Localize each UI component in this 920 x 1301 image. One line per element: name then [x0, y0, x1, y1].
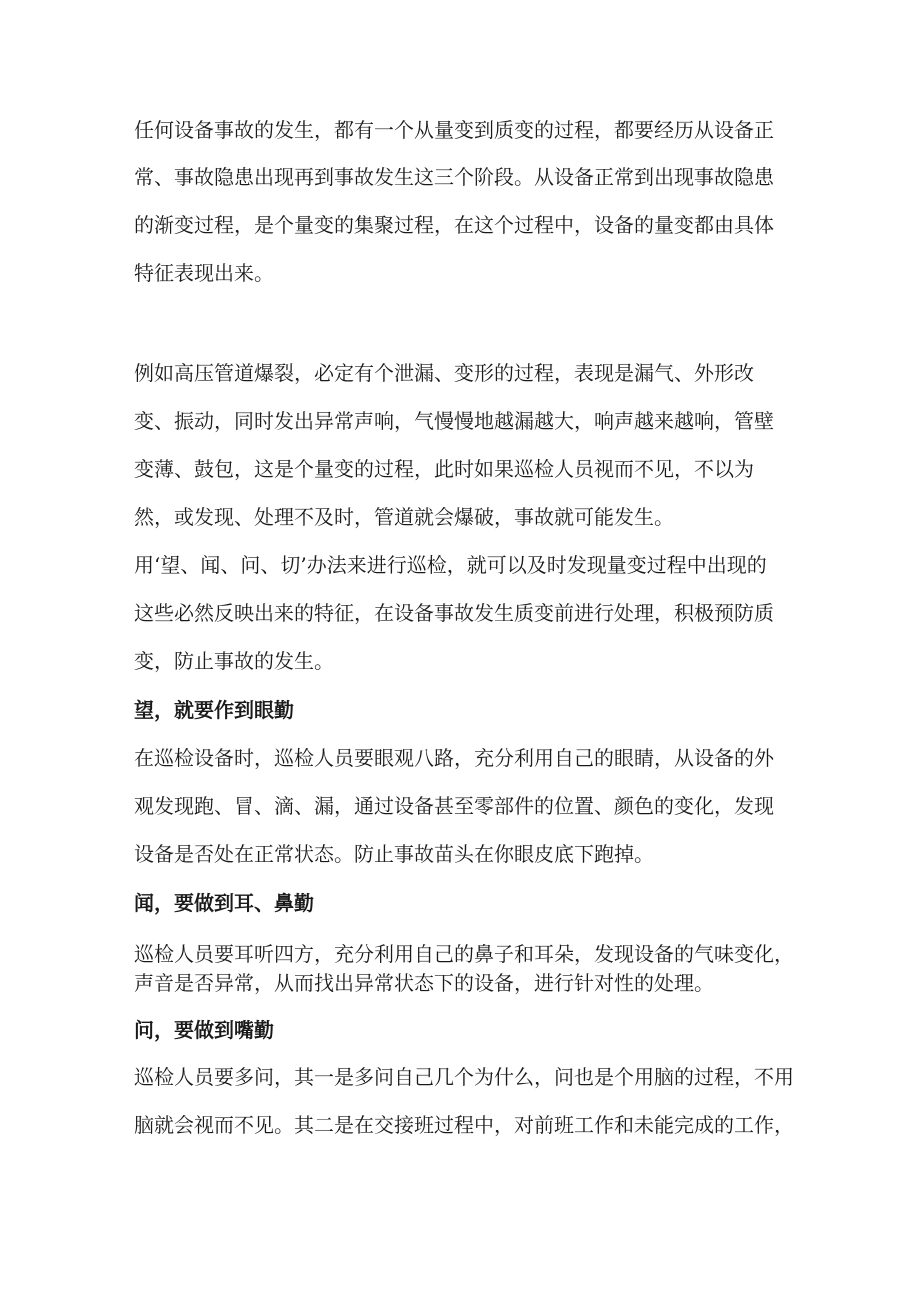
paragraph3-line-2: 这些必然反映出来的特征，在设备事故发生质变前进行处理，积极预防质: [134, 601, 774, 625]
paragraph-wen2-line-2: 脑就会视而不见。其二是在交接班过程中，对前班工作和未能完成的工作，: [134, 1113, 794, 1137]
paragraph2-line-4: 然，或发现、处理不及时，管道就会爆破，事故就可能发生。: [134, 505, 674, 529]
paragraph1-line-3: 的渐变过程，是个量变的集聚过程，在这个过程中，设备的量变都由具体: [134, 213, 774, 237]
paragraph3-line-3: 变，防止事故的发生。: [134, 649, 334, 673]
paragraph1-line-1: 任何设备事故的发生，都有一个从量变到质变的过程，都要经历从设备正: [134, 118, 774, 142]
paragraph1-line-2: 常、事故隐患出现再到事故发生这三个阶段。从设备正常到出现事故隐患: [134, 165, 774, 189]
paragraph-wang-line-1: 在巡检设备时，巡检人员要眼观八路，充分利用自己的眼睛，从设备的外: [134, 746, 774, 770]
paragraph-wang-line-3: 设备是否处在正常状态。防止事故苗头在你眼皮底下跑掉。: [134, 842, 654, 866]
paragraph3-line-1: 用‘望、闻、问、切’办法来进行巡检，就可以及时发现量变过程中出现的: [134, 553, 767, 577]
paragraph-wang-line-2: 观发现跑、冒、滴、漏，通过设备甚至零部件的位置、颜色的变化，发现: [134, 794, 774, 818]
heading-wen2: 问，要做到嘴勤: [134, 1018, 274, 1042]
paragraph-wen-line-1: 巡检人员要耳听四方，充分利用自己的鼻子和耳朵，发现设备的气味变化，: [134, 942, 794, 966]
paragraph2-line-1: 例如高压管道爆裂，必定有个泄漏、变形的过程，表现是漏气、外形改: [134, 361, 754, 385]
paragraph-wen-line-2: 声音是否异常，从而找出异常状态下的设备，进行针对性的处理。: [134, 971, 714, 995]
paragraph1-line-4: 特征表现出来。: [134, 261, 274, 285]
heading-wang: 望，就要作到眼勤: [134, 698, 294, 722]
heading-wen: 闻，要做到耳、鼻勤: [134, 891, 314, 915]
paragraph-wen2-line-1: 巡检人员要多问，其一是多问自己几个为什么，问也是个用脑的过程，不用: [134, 1065, 794, 1089]
paragraph2-line-3: 变薄、鼓包，这是个量变的过程，此时如果巡检人员视而不见，不以为: [134, 457, 754, 481]
paragraph2-line-2: 变、振动，同时发出异常声响，气慢慢地越漏越大，响声越来越响，管壁: [134, 409, 774, 433]
